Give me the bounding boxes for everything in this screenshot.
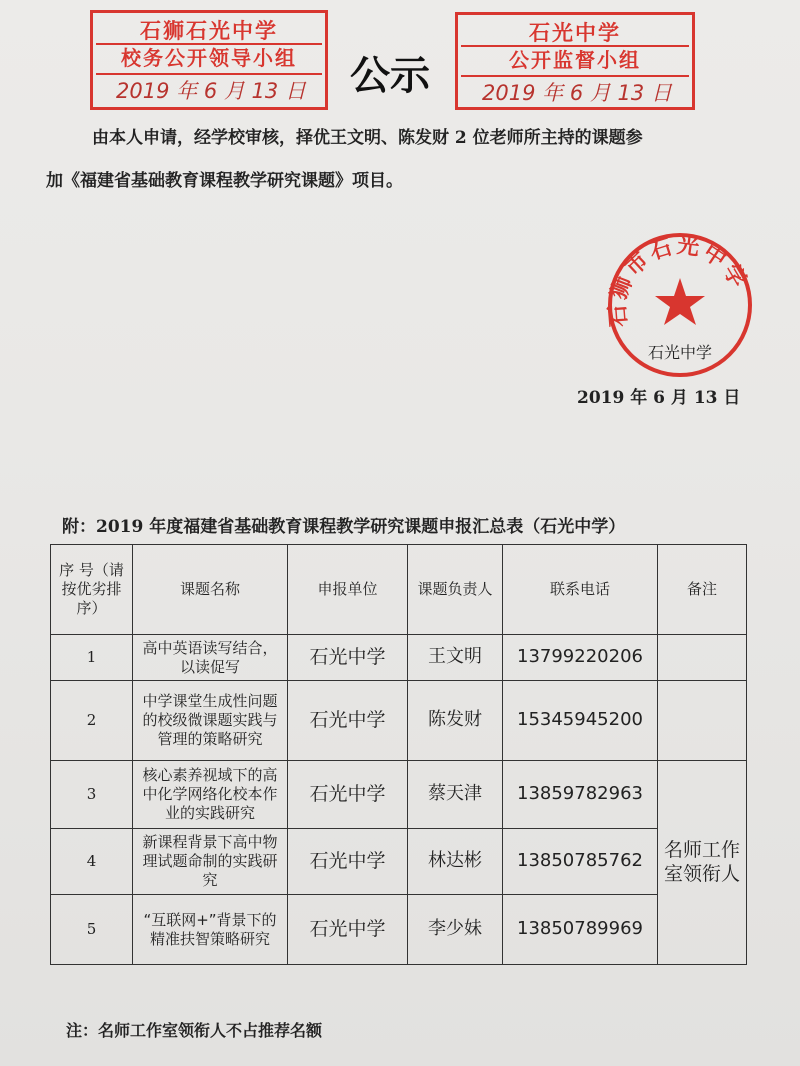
cell-lead: 林达彬 bbox=[408, 829, 503, 895]
table-row bbox=[51, 829, 747, 895]
school-affairs-stamp bbox=[90, 10, 328, 110]
table-row bbox=[51, 681, 747, 761]
stamp-left-line2: 校务公开领导小组 bbox=[121, 46, 297, 70]
cell-name: “互联网+”背景下的精准扶智策略研究 bbox=[133, 895, 288, 965]
header-unit: 申报单位 bbox=[288, 545, 408, 635]
cell-phone: 13850785762 bbox=[503, 829, 658, 895]
cell-lead: 蔡天津 bbox=[408, 761, 503, 829]
seal-star-icon bbox=[655, 278, 705, 325]
header-lead: 课题负责人 bbox=[408, 545, 503, 635]
cell-no: 5 bbox=[51, 895, 133, 965]
cell-name: 高中英语读写结合，以读促写 bbox=[133, 635, 288, 681]
table-row bbox=[51, 761, 747, 829]
stamp-right-line1: 石光中学 bbox=[529, 21, 621, 45]
header-no: 序 号（请按优劣排序） bbox=[51, 545, 133, 635]
header-name: 课题名称 bbox=[133, 545, 288, 635]
cell-no: 3 bbox=[51, 761, 133, 829]
table-caption: 附：2019 年度福建省基础教育课程教学研究课题申报汇总表（石光中学） bbox=[62, 517, 626, 537]
header-note: 备注 bbox=[658, 545, 747, 635]
cell-unit: 石光中学 bbox=[288, 761, 408, 829]
cell-note-merged: 名师工作室领衔人 bbox=[658, 761, 747, 965]
cell-unit: 石光中学 bbox=[288, 895, 408, 965]
cell-lead: 王文明 bbox=[408, 635, 503, 681]
cell-note bbox=[658, 681, 747, 761]
cell-unit: 石光中学 bbox=[288, 635, 408, 681]
cell-no: 2 bbox=[51, 681, 133, 761]
seal-label: 石光中学 bbox=[647, 343, 713, 362]
page-title: 公示 bbox=[350, 53, 430, 99]
school-seal-icon bbox=[605, 230, 755, 380]
stamp-right-date: 2019 年 6 月 13 日 bbox=[482, 81, 672, 105]
cell-phone: 13799220206 bbox=[503, 635, 658, 681]
stamp-left-date: 2019 年 6 月 13 日 bbox=[116, 79, 306, 103]
stamp-right-line2: 公开监督小组 bbox=[509, 48, 641, 72]
cell-no: 4 bbox=[51, 829, 133, 895]
cell-lead: 陈发财 bbox=[408, 681, 503, 761]
body-paragraph-2: 加《福建省基础教育课程教学研究课题》项目。 bbox=[46, 171, 403, 191]
table-row bbox=[51, 895, 747, 965]
table-row bbox=[51, 635, 747, 681]
body-paragraph-1: 由本人申请，经学校审核，择优王文明、陈发财 2 位老师所主持的课题参 bbox=[92, 128, 643, 148]
cell-phone: 13850789969 bbox=[503, 895, 658, 965]
supervision-stamp bbox=[455, 12, 695, 110]
cell-phone: 15345945200 bbox=[503, 681, 658, 761]
application-summary-table bbox=[50, 544, 747, 965]
header-phone: 联系电话 bbox=[503, 545, 658, 635]
cell-unit: 石光中学 bbox=[288, 829, 408, 895]
cell-lead: 李少妹 bbox=[408, 895, 503, 965]
cell-name: 新课程背景下高中物理试题命制的实践研究 bbox=[133, 829, 288, 895]
cell-phone: 13859782963 bbox=[503, 761, 658, 829]
cell-unit: 石光中学 bbox=[288, 681, 408, 761]
issue-date: 2019 年 6 月 13 日 bbox=[577, 388, 741, 408]
table-header-row bbox=[51, 545, 747, 635]
cell-no: 1 bbox=[51, 635, 133, 681]
cell-name: 中学课堂生成性问题的校级微课题实践与管理的策略研究 bbox=[133, 681, 288, 761]
stamp-left-line1: 石狮石光中学 bbox=[140, 19, 278, 43]
cell-note bbox=[658, 635, 747, 681]
seal-ring-text: 石狮市石光中学 bbox=[605, 233, 752, 328]
footnote: 注：名师工作室领衔人不占推荐名额 bbox=[66, 1021, 323, 1040]
cell-name: 核心素养视域下的高中化学网络化校本作业的实践研究 bbox=[133, 761, 288, 829]
